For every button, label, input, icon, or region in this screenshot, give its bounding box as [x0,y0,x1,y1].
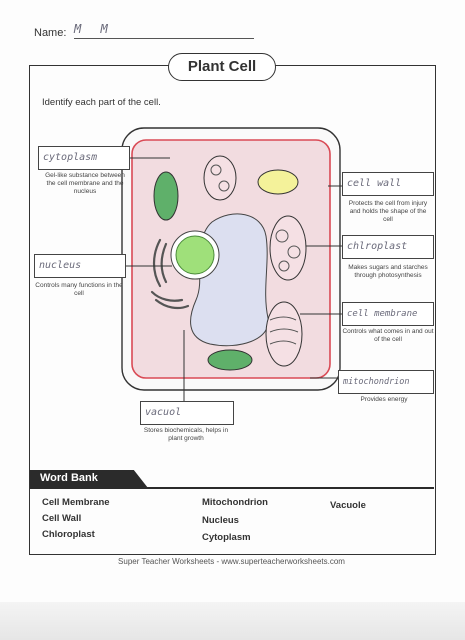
answer-box-cytoplasm[interactable]: cytoplasm [38,146,130,170]
answer-box-cell-membrane[interactable]: cell membrane [342,302,434,326]
answer-box-chloroplast[interactable]: chlroplast [342,235,434,259]
word-bank-item: Nucleus [202,515,239,526]
word-bank-item: Cell Membrane [42,497,110,508]
name-label: Name: [34,27,67,39]
mitochondrion-shape [204,156,236,200]
chloroplast-shape [154,172,178,220]
word-bank-item: Cell Wall [42,513,82,524]
word-bank-item: Cytoplasm [202,532,251,543]
page-title: Plant Cell [168,53,276,81]
mitochondrion-shape [266,302,302,366]
word-bank-item: Vacuole [330,500,366,511]
word-bank-item: Mitochondrion [202,497,268,508]
description-chloroplast: Makes sugars and starches through photosynthesis [348,264,428,279]
description-cell-membrane: Controls what comes in and out of the cell [342,328,434,343]
answer-box-nucleus[interactable]: nucleus [34,254,126,278]
description-cell-wall: Protects the cell from injury and holds the shape of the cell [348,200,428,223]
footer-text: Super Teacher Worksheets - www.superteacherworksheets.com [118,557,345,566]
mitochondrion-shape [270,216,306,280]
nucleolus-shape [176,236,214,274]
chloroplast-shape [208,350,252,370]
scan-edge [0,602,465,640]
answer-box-vacuole[interactable]: vacuol [140,401,234,425]
word-bank-rule [30,487,434,489]
answer-box-mitochondrion[interactable]: mitochondrion [338,370,434,394]
chloroplast-shape [258,170,298,194]
description-mitochondrion: Provides energy [360,396,408,403]
description-nucleus: Controls many functions in the cell [35,282,123,297]
word-bank-item: Chloroplast [42,529,95,540]
answer-box-cell-wall[interactable]: cell wall [342,172,434,196]
instruction-text: Identify each part of the cell. [42,97,161,108]
name-field[interactable]: M M [74,22,254,39]
description-cytoplasm: Gel-like substance between the cell membrane and the nucleus [45,172,125,195]
word-bank-title: Word Bank [40,472,98,484]
description-vacuole: Stores biochemicals, helps in plant growth [143,427,229,442]
